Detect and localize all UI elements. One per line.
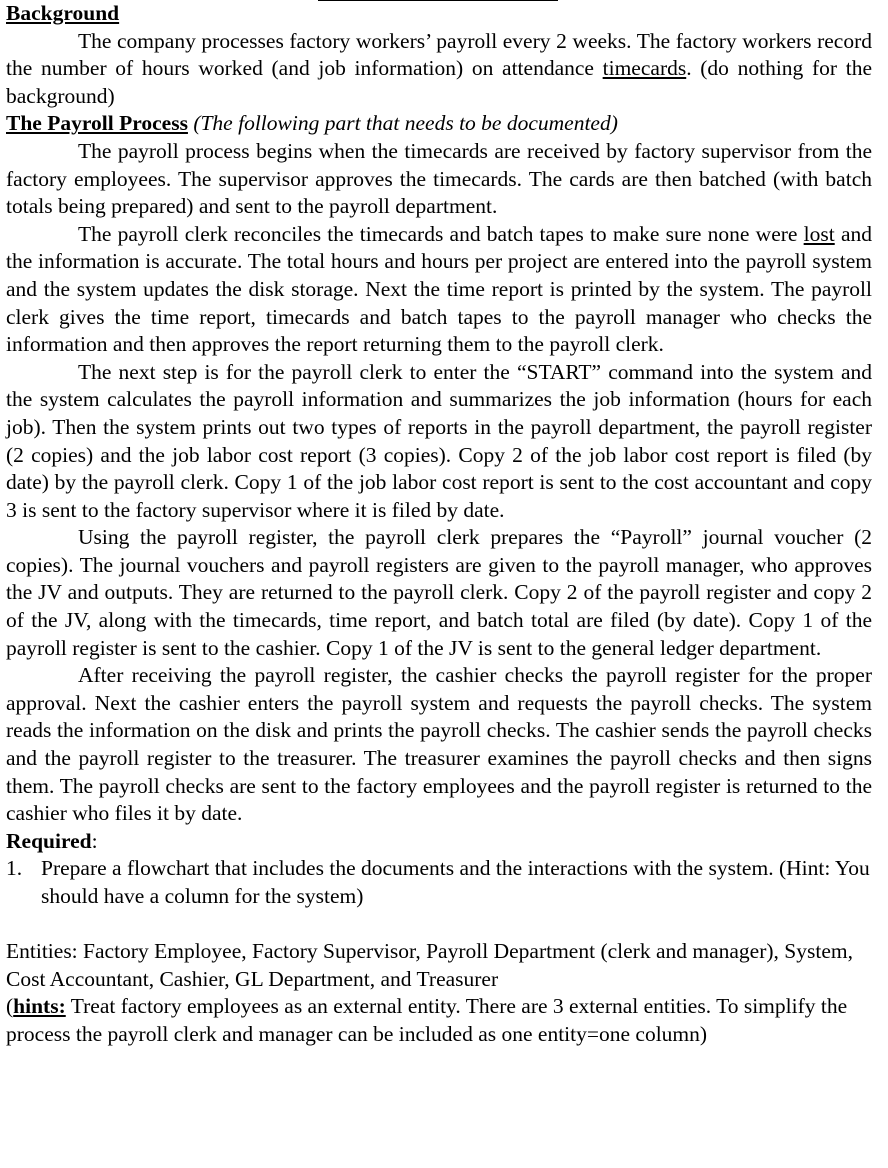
payroll-process-heading: The Payroll Process bbox=[6, 111, 188, 136]
process-paragraph-2 bbox=[6, 221, 872, 359]
background-paragraph bbox=[6, 28, 872, 111]
required-item-text: Prepare a flowchart that includes the documents and the interactions with the system. (Hint: You should have a column for the system) bbox=[41, 856, 870, 908]
background-heading: Background bbox=[6, 1, 120, 25]
hints-open-paren: ( bbox=[6, 994, 14, 1019]
background-section bbox=[6, 0, 872, 28]
document-body bbox=[6, 0, 872, 1049]
process-paragraph-1: The payroll process begins when the timecards are received by factory supervisor from the factory employees. The supervisor approves the timecards. The cards are then batched (with batch totals being prepared) and sent to the payroll department. bbox=[6, 138, 872, 219]
hints-label: hints: bbox=[13, 994, 66, 1019]
blank-line bbox=[6, 911, 872, 939]
process-paragraph-5: After receiving the payroll register, the cashier checks the payroll register for the proper approval. Next the cashier enters the payroll system and requests the payroll checks. The system reads the information on the disk and prints the payroll checks. The cashier sends the payroll checks and the payroll register to the treasurer. The treasurer examines the payroll checks and then signs them. The payroll checks are sent to the factory employees and the payroll register is returned to the cashier who files it by date. bbox=[6, 663, 872, 826]
payroll-process-subheading: (The following part that needs to be documented) bbox=[193, 111, 618, 136]
timecards-underlined: timecards bbox=[602, 56, 687, 81]
background-text-2: . (do nothing for the background) bbox=[6, 56, 872, 108]
entities-paragraph: Entities: Factory Employee, Factory Supervisor, Payroll Department (clerk and manager), System, Cost Accountant, Cashier, GL Department, and Treasurer bbox=[6, 939, 853, 991]
required-heading: Required bbox=[6, 828, 92, 853]
process-paragraph-2-b: and the information is accurate. The total hours and hours per project are entered into the payroll system and the system updates the disk storage. Next the time report is printed by the system. The payroll clerk gives the time report, timecards and batch tapes to the payroll manager who checks the information and then approves the report returning them to the payroll clerk. bbox=[6, 221, 872, 357]
hints-text: Treat factory employees as an external entity. There are 3 external entities. To simplify the process the payroll clerk and manager can be included as one entity=one column) bbox=[6, 994, 848, 1046]
required-item-1 bbox=[6, 855, 872, 910]
required-item-number: 1. bbox=[6, 856, 23, 881]
payroll-process-heading-line bbox=[6, 110, 872, 138]
required-colon: : bbox=[91, 828, 98, 853]
process-paragraph-4: Using the payroll register, the payroll clerk prepares the “Payroll” journal voucher (2 copies). The journal vouchers and payroll registers are given to the payroll manager, who approves the JV and outputs. They are returned to the payroll clerk. Copy 2 of the payroll register and copy 2 of the JV, along with the timecards, time report, and batch total are filed (by date). Copy 1 of the payroll register is sent to the cashier. Copy 1 of the JV is sent to the general ledger department. bbox=[6, 525, 872, 660]
background-text-1: The company processes factory workers’ payroll every 2 weeks. The factory workers record the number of hours worked (and job information) on attendance bbox=[6, 28, 872, 81]
lost-underlined: lost bbox=[803, 221, 835, 246]
process-paragraph-3: The next step is for the payroll clerk to enter the “START” command into the system and the system calculates the payroll information and summarizes the job information (hours for each job). Then the system prints out two types of reports in the payroll department, the payroll register (2 copies) and the job labor cost report (3 copies). Copy 2 of the job labor cost report is filed (by date) by the payroll clerk. Copy 1 of the job labor cost report is sent to the cost accountant and copy 3 is sent to the factory supervisor where it is filed by date. bbox=[6, 359, 872, 522]
required-heading-line bbox=[6, 828, 872, 856]
hints-paragraph bbox=[6, 993, 872, 1048]
process-paragraph-2-a: The payroll clerk reconciles the timecards and batch tapes to make sure none were bbox=[78, 221, 804, 246]
